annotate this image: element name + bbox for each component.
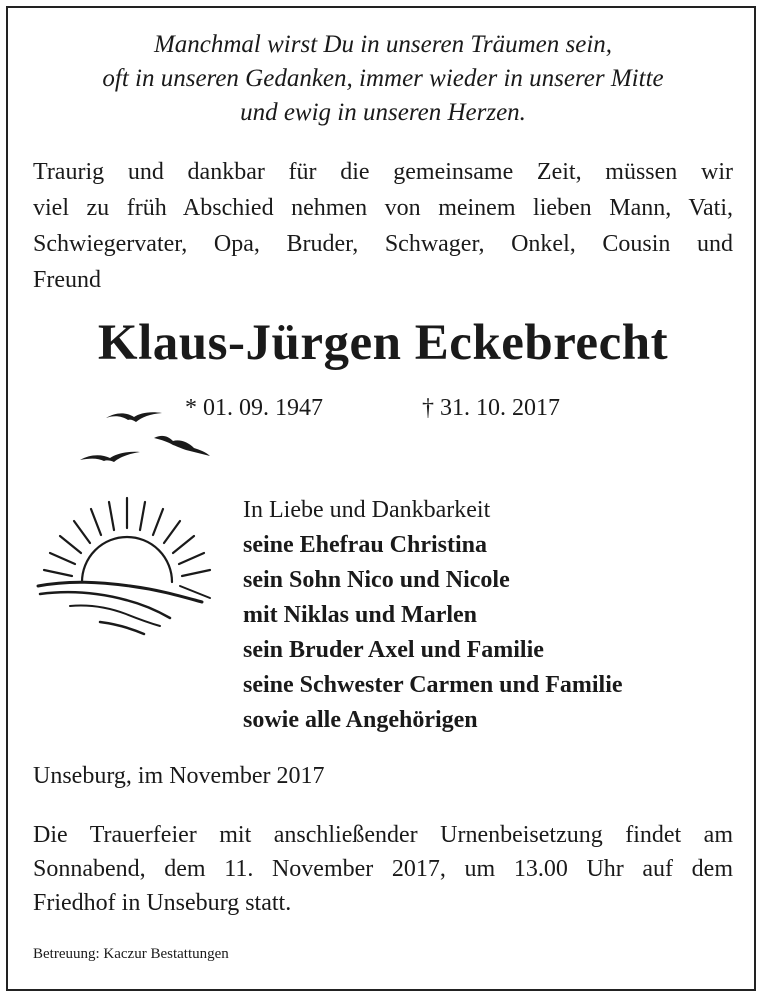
intro-text bbox=[33, 154, 733, 298]
mourner-line: sowie alle Angehörigen bbox=[243, 707, 478, 733]
funeral-details bbox=[33, 818, 733, 920]
deceased-name: Klaus-Jürgen Eckebrecht bbox=[97, 315, 669, 371]
funeral-line: Sonnabend, dem 11. November 2017, um 13.00 Uhr auf dem bbox=[33, 856, 733, 882]
funeral-line: Die Trauerfeier mit anschließender Urnenbeisetzung findet am bbox=[33, 822, 733, 848]
place-and-date: Unseburg, im November 2017 bbox=[33, 763, 325, 789]
funeral-line: Friedhof in Unseburg statt. bbox=[33, 890, 292, 916]
quote-line: und ewig in unseren Herzen. bbox=[240, 99, 526, 126]
mourners-list bbox=[243, 493, 623, 738]
quote-line: Manchmal wirst Du in unseren Träumen sein, bbox=[153, 31, 613, 58]
mourners-lead: In Liebe und Dankbarkeit bbox=[243, 497, 491, 523]
memorial-quote bbox=[0, 28, 766, 130]
intro-line: viel zu früh Abschied nehmen von meinem lieben Mann, Vati, bbox=[33, 195, 733, 221]
intro-line: Schwiegervater, Opa, Bruder, Schwager, Onkel, Cousin und bbox=[33, 231, 733, 257]
mourner-line: seine Ehefrau Christina bbox=[243, 532, 488, 558]
mourner-line: mit Niklas und Marlen bbox=[243, 602, 478, 628]
intro-line: Freund bbox=[33, 267, 101, 293]
flying-birds-icon bbox=[70, 404, 230, 476]
intro-line: Traurig und dankbar für die gemeinsame Zeit, müssen wir bbox=[33, 159, 733, 185]
mourner-line: sein Sohn Nico und Nicole bbox=[243, 567, 510, 593]
mourner-line: seine Schwester Carmen und Familie bbox=[243, 672, 623, 698]
quote-line: oft in unseren Gedanken, immer wieder in unserer Mitte bbox=[102, 65, 664, 92]
death-date: † 31. 10. 2017 bbox=[422, 395, 560, 421]
mourner-line: sein Bruder Axel und Familie bbox=[243, 637, 544, 663]
funeral-home-credit: Betreuung: Kaczur Bestattungen bbox=[33, 946, 229, 962]
birth-date: * 01. 09. 1947 bbox=[185, 395, 323, 421]
setting-sun-icon bbox=[30, 490, 220, 650]
